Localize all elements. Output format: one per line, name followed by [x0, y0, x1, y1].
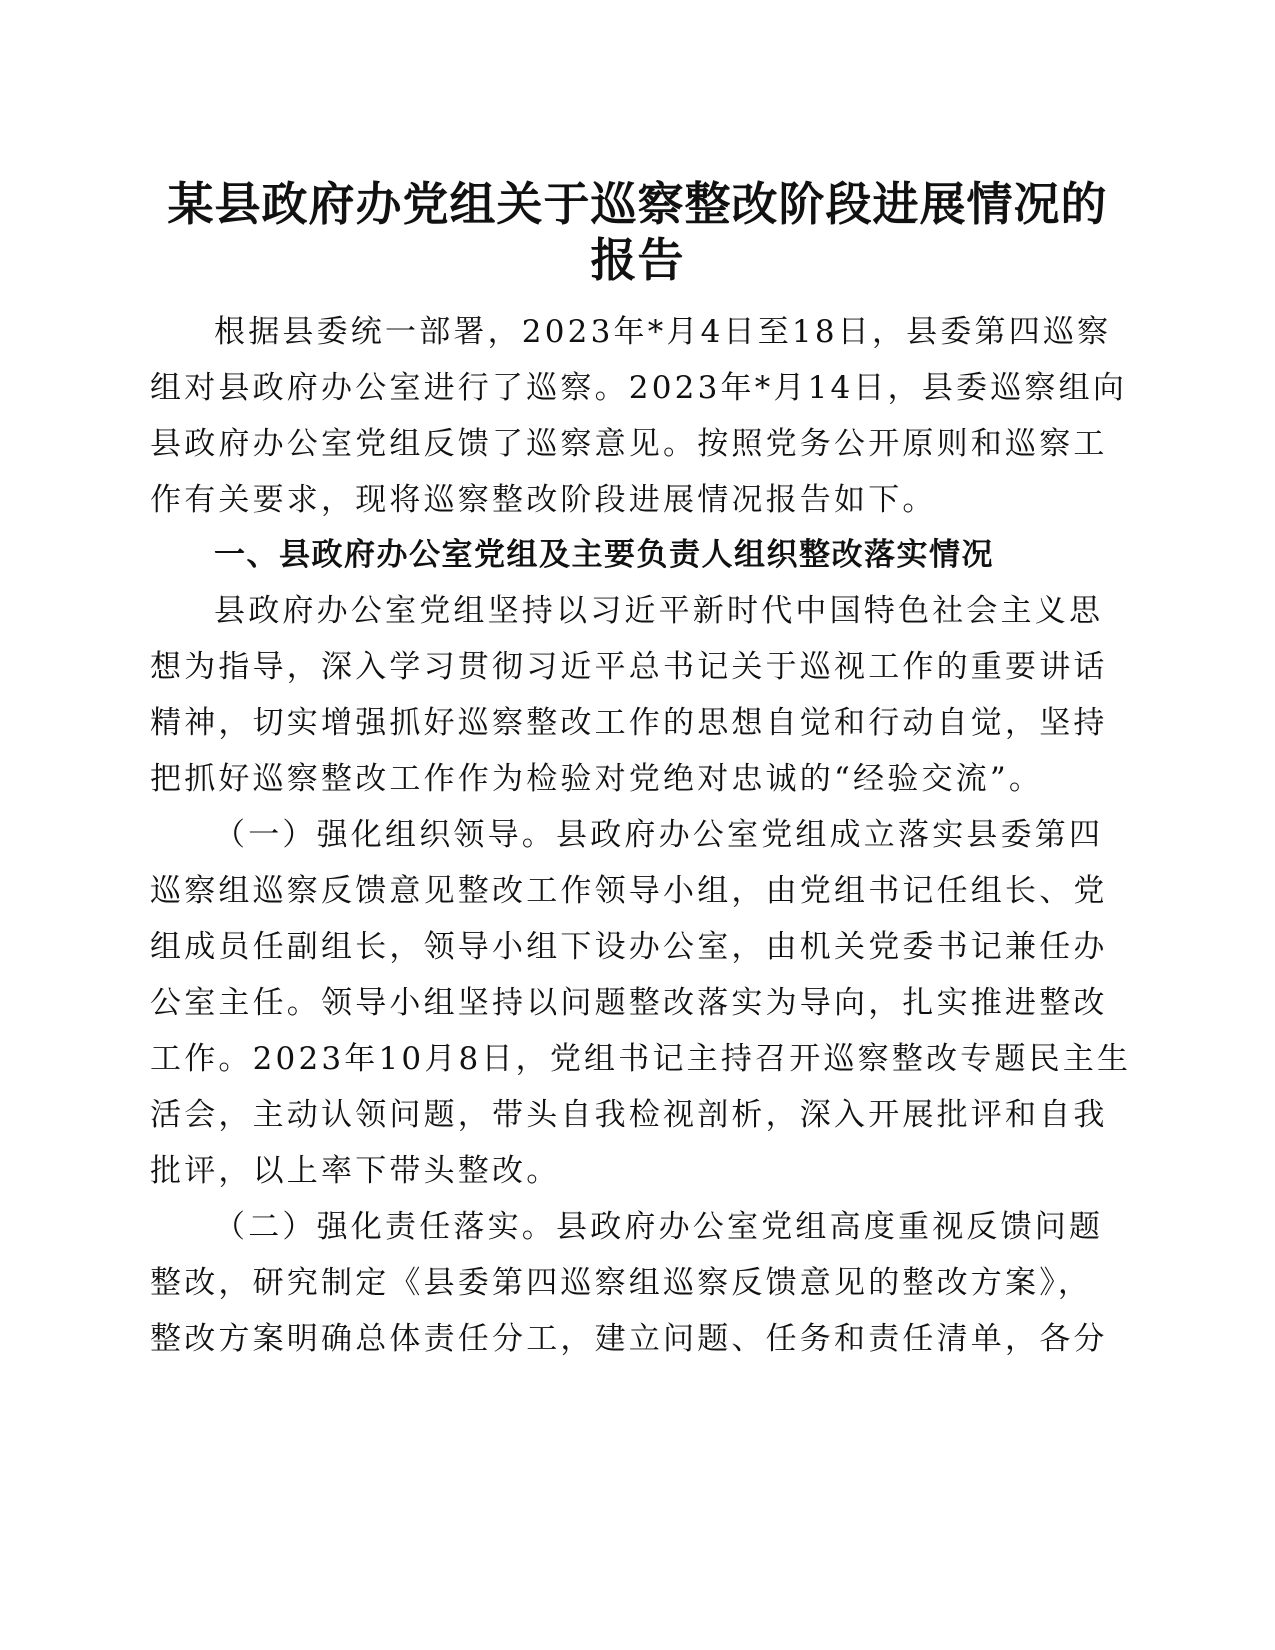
document-title-line-1: 某县政府办党组关于巡察整改阶段进展情况的 — [167, 177, 1108, 231]
subsection-1-line: （一）强化组织领导。县政府办公室党组成立落实县委第四 — [214, 817, 1104, 853]
paragraph-intro-line: 县政府办公室党组反馈了巡察意见。按照党务公开原则和巡察工 — [150, 426, 1108, 462]
paragraph-line: 想为指导，深入学习贯彻习近平总书记关于巡视工作的重要讲话 — [150, 649, 1108, 685]
subsection-1-line: 工作。2023年10月8日，党组书记主持召开巡察整改专题民主生 — [150, 1041, 1132, 1077]
subsection-2-line: （二）强化责任落实。县政府办公室党组高度重视反馈问题 — [214, 1209, 1104, 1245]
subsection-1-line: 批评，以上率下带头整改。 — [150, 1153, 561, 1189]
subsection-1-line: 组成员任副组长，领导小组下设办公室，由机关党委书记兼任办 — [150, 929, 1108, 965]
paragraph-intro-line: 作有关要求，现将巡察整改阶段进展情况报告如下。 — [150, 482, 937, 518]
document-title-line-2: 报告 — [590, 233, 685, 287]
paragraph-intro-line: 根据县委统一部署，2023年*月4日至18日，县委第四巡察 — [214, 314, 1112, 350]
section-heading-1: 一、县政府办公室党组及主要负责人组织整改落实情况 — [214, 537, 994, 573]
subsection-1-line: 活会，主动认领问题，带头自我检视剖析，深入开展批评和自我 — [150, 1097, 1108, 1133]
paragraph-intro-line: 组对县政府办公室进行了巡察。2023年*月14日，县委巡察组向 — [150, 370, 1128, 406]
subsection-2-line: 整改，研究制定《县委第四巡察组巡察反馈意见的整改方案》， — [150, 1265, 1093, 1301]
paragraph-line: 把抓好巡察整改工作作为检验对党绝对忠诚的“经验交流”。 — [150, 761, 1044, 797]
paragraph-line: 精神，切实增强抓好巡察整改工作的思想自觉和行动自觉，坚持 — [150, 705, 1108, 741]
subsection-1-line: 公室主任。领导小组坚持以问题整改落实为导向，扎实推进整改 — [150, 985, 1108, 1021]
subsection-2-line: 整改方案明确总体责任分工，建立问题、任务和责任清单，各分 — [150, 1321, 1108, 1357]
subsection-1-line: 巡察组巡察反馈意见整改工作领导小组，由党组书记任组长、党 — [150, 873, 1108, 909]
paragraph-line: 县政府办公室党组坚持以习近平新时代中国特色社会主义思 — [214, 593, 1104, 629]
